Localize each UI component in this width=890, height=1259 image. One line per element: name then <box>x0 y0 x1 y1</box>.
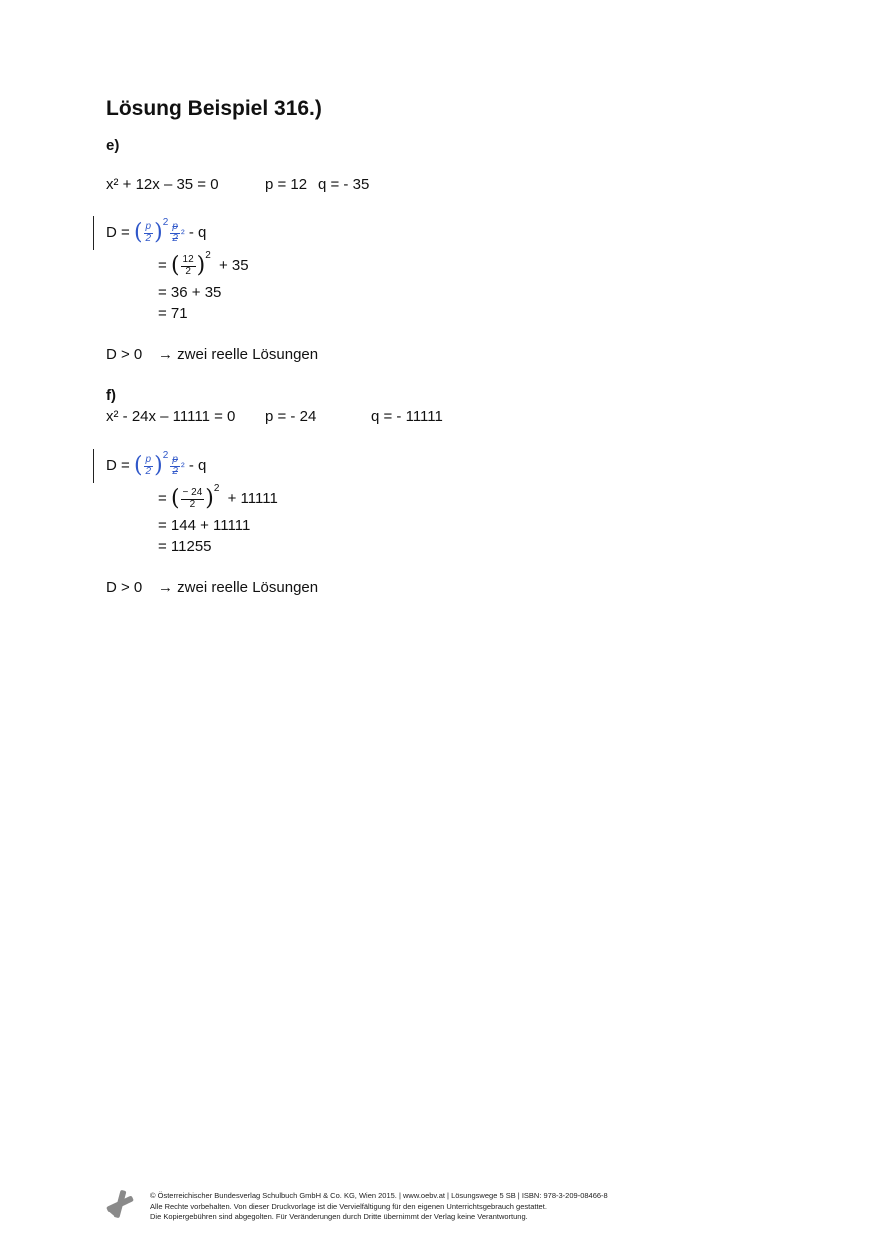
step1-rest: + 35 <box>218 257 249 274</box>
exponent: 2 <box>213 483 220 494</box>
frac-denominator: 2 <box>145 465 152 477</box>
part-f-step3: = 11255 <box>158 538 212 555</box>
part-e-step2: = 36 + 35 <box>158 284 222 301</box>
frac-numerator: 12 <box>182 254 194 266</box>
page-title: Lösung Beispiel 316.) <box>106 97 322 120</box>
frac-denominator: 2 <box>145 232 152 244</box>
part-e-label: e) <box>106 137 120 154</box>
part-e-change-bar <box>93 216 94 250</box>
exponent: 2 <box>162 450 169 461</box>
part-e-step1: = ( $\frac{12}{2}$ )$^2$ + 35 <box>158 250 249 279</box>
part-e-step3: = 71 <box>158 305 188 322</box>
p-half-squared-term: ( $\frac{p}{2}$ )$^2$ $\frac{p}{2}$ ² <box>133 450 185 479</box>
p-half-squared-term: ( $\frac{p}{2}$ )$^2$ $\frac{p}{2}$ ² <box>133 217 185 246</box>
minus-q: - q <box>188 224 207 241</box>
part-f-condition: D > 0 <box>106 579 143 596</box>
part-f-step1: = ( $\frac{- 24}{2}$ )$^2$ + 11111 <box>158 483 278 512</box>
part-e-discriminant-formula <box>106 218 206 244</box>
part-e-p-value: p = 12 <box>265 176 308 193</box>
struck-p-half: $\frac{p}{2}$ <box>172 454 178 477</box>
d-prefix: D = <box>106 224 130 241</box>
frac-numerator: p <box>145 221 152 233</box>
footer-line-3: Die Kopiergebühren sind abgegolten. Für Veränderungen durch Dritte übernimmt der Verlag keine Verantwortung. <box>150 1212 528 1221</box>
part-f-label: f) <box>106 387 116 404</box>
d-prefix: D = <box>106 457 130 474</box>
oebv-logo-icon <box>104 1188 136 1220</box>
part-e-conclusion: → zwei reelle Lösungen <box>158 346 319 363</box>
footer-line-1: © Österreichischer Bundesverlag Schulbuch GmbH & Co. KG, Wien 2015. | www.oebv.at | Lösungswege 5 SB | ISBN: 978-3-209-08466-8 <box>150 1191 608 1200</box>
equals-sign: = <box>158 490 167 507</box>
part-f-q-value: q = - 11111 <box>371 408 443 425</box>
struck-p-half: $\frac{p}{2}$ <box>172 221 178 244</box>
frac-numerator: p <box>145 454 152 466</box>
step1-rest: + 11111 <box>227 490 278 507</box>
footer-copyright <box>150 1191 608 1223</box>
exponent: 2 <box>162 217 169 228</box>
minus-q: - q <box>188 457 207 474</box>
part-f-discriminant-formula <box>106 451 206 477</box>
part-f-change-bar <box>93 449 94 483</box>
equals-sign: = <box>158 257 167 274</box>
part-f-p-value: p = - 24 <box>265 408 317 425</box>
part-f-conclusion: → zwei reelle Lösungen <box>158 579 319 596</box>
frac-denominator: 2 <box>189 498 196 510</box>
part-f-equation: x² - 24x – 11111 = 0 <box>106 408 236 425</box>
frac-denominator: 2 <box>185 265 191 277</box>
part-e-q-value: q = - 35 <box>318 176 370 193</box>
part-e-condition: D > 0 <box>106 346 143 363</box>
exponent: 2 <box>205 250 211 261</box>
frac-numerator: − 24 <box>182 487 203 499</box>
part-e-equation: x² + 12x – 35 = 0 <box>106 176 219 193</box>
footer-line-2: Alle Rechte vorbehalten. Von dieser Druckvorlage ist die Vervielfältigung für den eigenen Unterrichtsgebrauch gestattet. <box>150 1201 547 1211</box>
part-f-step2: = 144 + 11111 <box>158 517 251 534</box>
